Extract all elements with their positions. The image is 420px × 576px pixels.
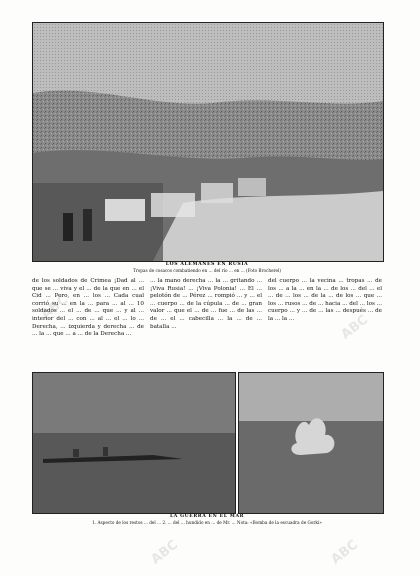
watermark-mid-left: ABC xyxy=(38,292,72,323)
bottom-photo-right xyxy=(238,372,384,514)
bottom-photos-caption-title: LA GUERRA EN EL MAR xyxy=(169,514,245,519)
top-photo-caption-text: Tropas de cosacos combatiendo en ... del río ... en ... (Foto Brocherel) xyxy=(132,268,281,273)
article-column-left xyxy=(32,278,144,354)
article-column-left-text: de los soldados de Crimea ¡Dad al ... que se ... viva y el ... de la que en ... el Cid ... Pero, en ... los ... Cada cual corrió su ... en la ... para ... al ... 10 soldados ... el ... de ... que ... y al ... interior del ... con ... al ... el ... lo ... Derecha, ... izquierda y derecha ... de ... la ... que ... a ... de la Derecha ... xyxy=(32,278,144,338)
bottom-photo-left xyxy=(32,372,236,514)
article-column-middle xyxy=(150,278,262,354)
article-column-right-text: del cuerpo ... la vecina ... tropas ... de los ... a la ... en la ... de los ... del ... el ... de ... los ... de la ... de los ... que ... los ... rusos ... de ... hacia ... del ... los ... cuerpo ... y ... de ... las ... después ... de la ... la ... xyxy=(268,278,382,322)
article-column-right xyxy=(268,278,382,354)
watermark-mid-right: ABC xyxy=(338,312,372,343)
top-photograph xyxy=(32,22,384,262)
bottom-photos-caption-text: 1. Aspecto de los restos ... del ... 2. ... del ... hundido en ... de Mr. ... Nota: «Bomba de la escuadra de Gorki» xyxy=(92,520,322,525)
article-column-middle-text: ... la mano derecha ... la ... gritando ... ¡Viva Rusia! ... ¡Viva Polonia! ... El ... pelotón de ... Pérez ... rompió ... y ... el ... cuerpo ... de la cúpula ... de ... gran valor ... que el ... de ... fue ... de las ... de ... el ... cabecilla ... la ... de ... batalla ... xyxy=(150,278,262,330)
watermark-bottom-right: ABC xyxy=(328,537,362,568)
watermark-bottom-left: ABC xyxy=(148,537,182,568)
top-photo-caption-title: LOS ALEMANES EN RUSIA xyxy=(165,262,249,267)
